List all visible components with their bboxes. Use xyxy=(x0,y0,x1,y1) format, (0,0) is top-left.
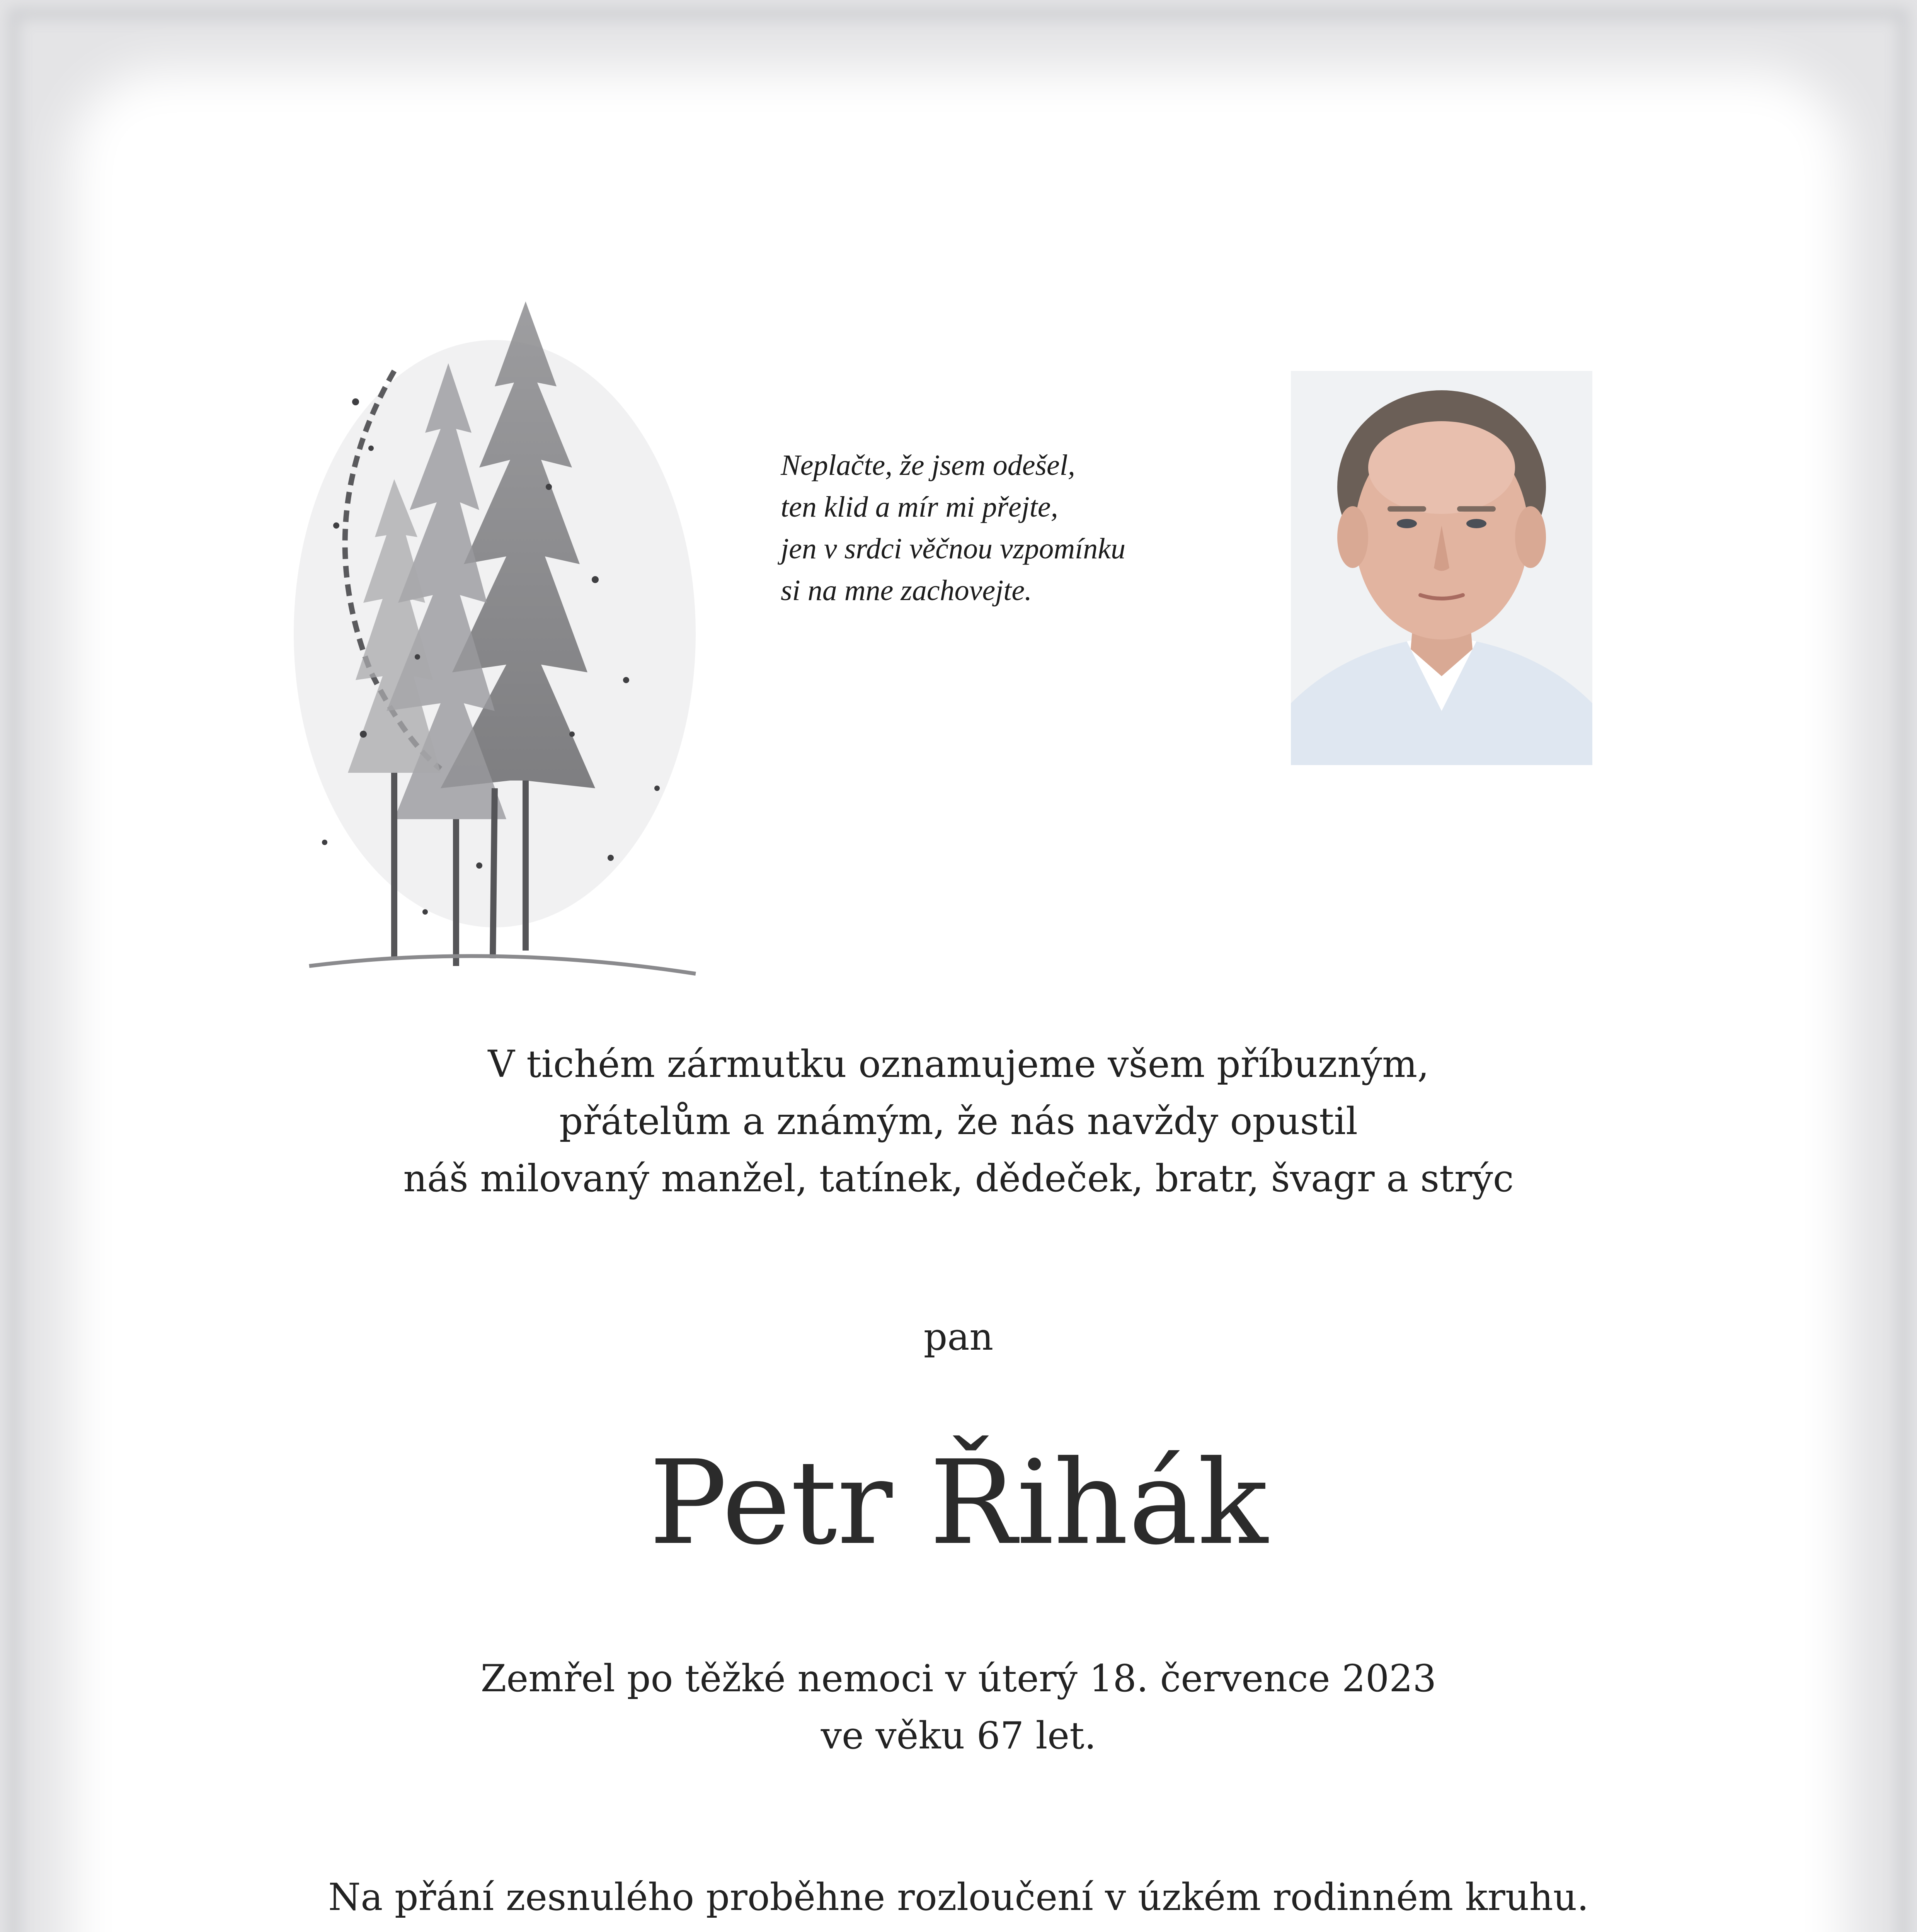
announcement-line: náš milovaný manžel, tatínek, dědeček, bratr, švagr a strýc xyxy=(403,1157,1514,1200)
death-notice xyxy=(0,1650,1917,1764)
poem-line: jen v srdci věčnou vzpomínku xyxy=(781,532,1125,565)
pine-trees-illustration xyxy=(278,286,734,1005)
honorific: pan xyxy=(923,1315,994,1359)
death-line: Zemřel po těžké nemoci v úterý 18. července 2023 xyxy=(480,1657,1437,1700)
poem-line: si na mne zachovejte. xyxy=(781,574,1032,607)
poem-line: ten klid a mír mi přejte, xyxy=(781,491,1058,523)
announcement xyxy=(0,1036,1917,1207)
portrait-photo xyxy=(1291,371,1592,765)
memorial-poem xyxy=(781,444,1283,611)
poem-line: Neplačte, že jsem odešel, xyxy=(781,449,1075,481)
announcement-line: V tichém zármutku oznamujeme všem příbuzným, xyxy=(488,1043,1429,1086)
death-line: ve věku 67 let. xyxy=(821,1714,1096,1757)
announcement-line: přátelům a známým, že nás navždy opustil xyxy=(559,1100,1358,1143)
farewell-notice: Na přání zesnulého proběhne rozloučení v úzkém rodinném kruhu. xyxy=(328,1876,1589,1919)
deceased-name: Petr Řihák xyxy=(649,1435,1268,1570)
